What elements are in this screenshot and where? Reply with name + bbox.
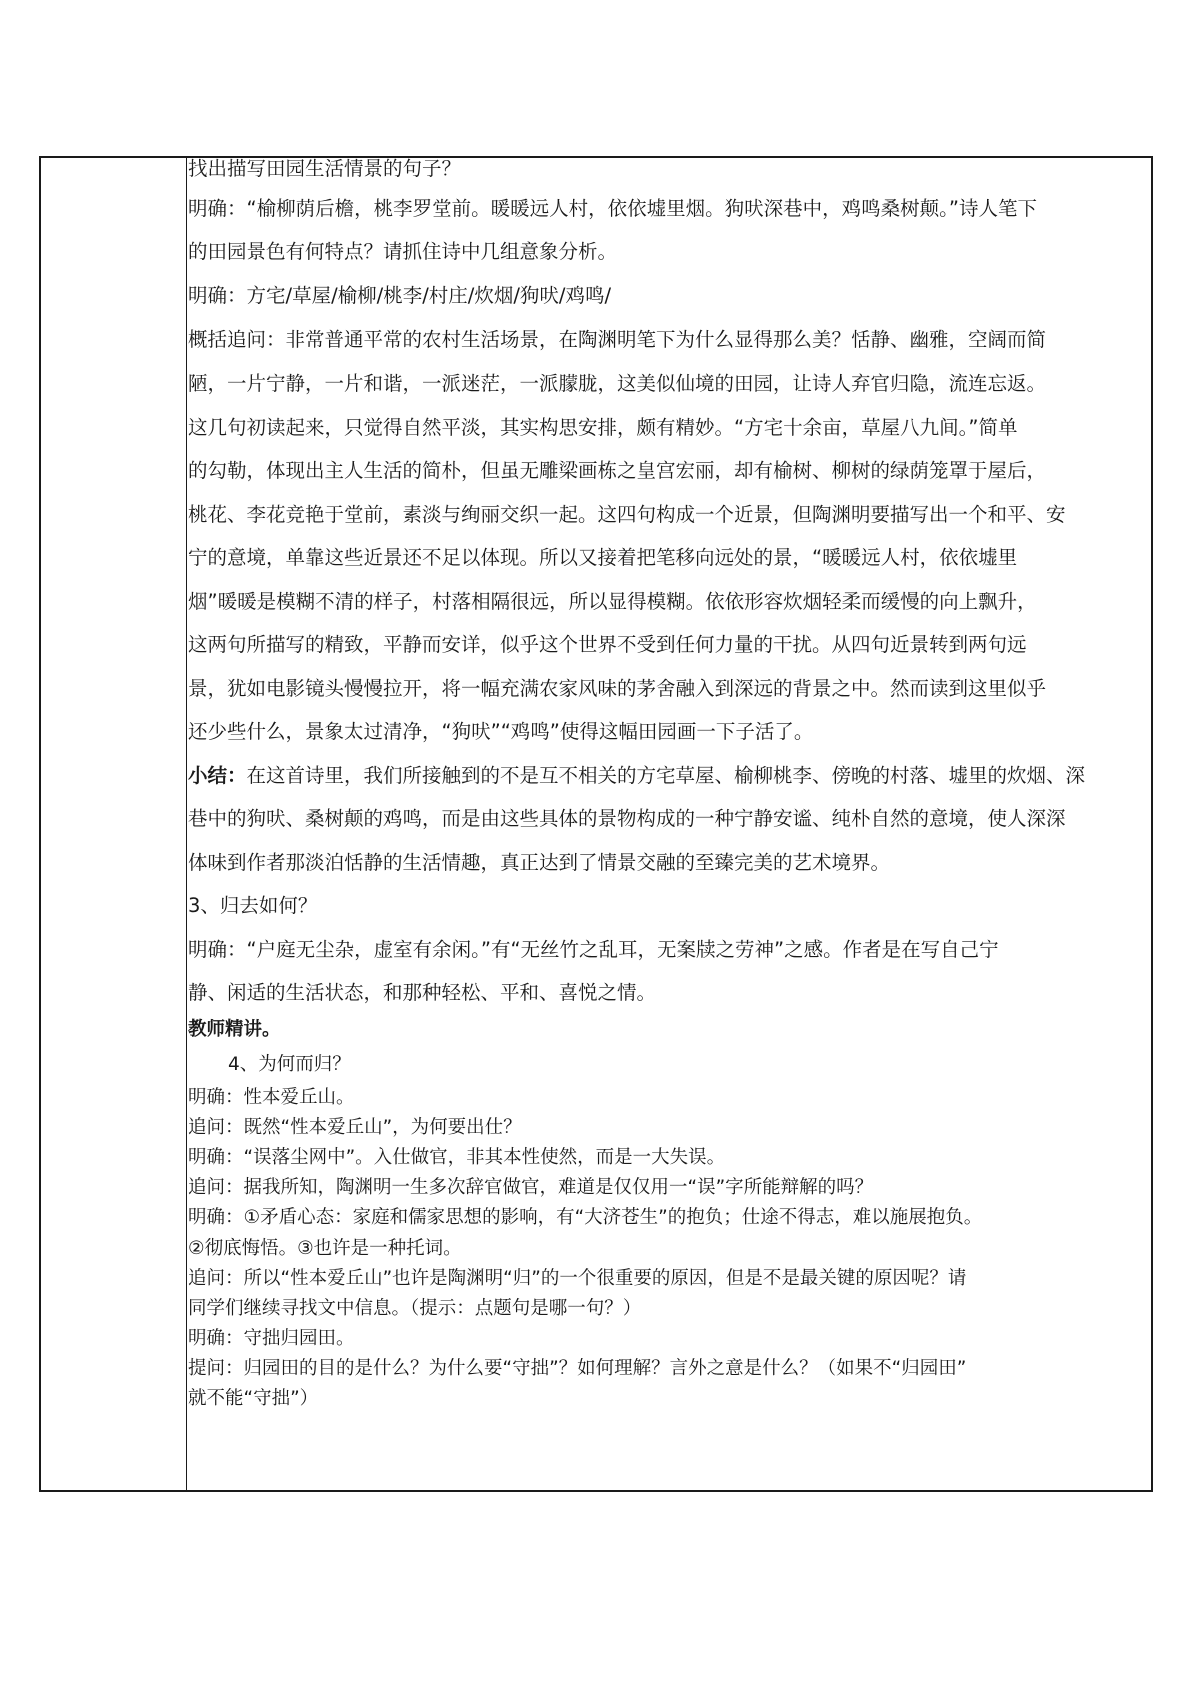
answer-4-line-2: 追问：既然“性本爱丘山”，为何要出仕？ [188, 1117, 522, 1138]
summary-text-1: 在这首诗里，我们所接触到的不是互不相关的方宅草屋、榆柳桃李、傍晚的村落、墟里的炊烟、深 [246, 764, 1086, 787]
followup-question-1: 概括追问：非常普通平常的农村生活场景，在陶渊明笔下为什么显得那么美？恬静、幽雅，空阔而简 [188, 328, 1047, 351]
answer-4-line-5: 明确：①矛盾心态：家庭和儒家思想的影响，有“大济苍生”的抱负；仕途不得志，难以施展抱负。 [188, 1207, 983, 1228]
answer-3-line-2: 静、闲适的生活状态，和那种轻松、平和、喜悦之情。 [188, 981, 657, 1004]
analysis-line-2: 的勾勒，体现出主人生活的简朴，但虽无雕梁画栋之皇宫宏丽，却有榆树、柳树的绿荫笼罩于屋后， [188, 459, 1047, 482]
answer-4-line-7: 追问：所以“性本爱丘山”也许是陶渊明“归”的一个很重要的原因，但是不是最关键的原因呢？请 [188, 1268, 967, 1289]
column-divider [186, 158, 187, 1490]
analysis-line-6: 这两句所描写的精致，平静而安详，似乎这个世界不受到任何力量的干扰。从四句近景转到两句远 [188, 633, 1027, 656]
answer-4-line-10: 提问：归园田的目的是什么？为什么要“守拙”？如何理解？言外之意是什么？（如果不“归园田” [188, 1358, 967, 1379]
lesson-table [39, 156, 1153, 1492]
analysis-line-1: 这几句初读起来，只觉得自然平淡，其实构思安排，颇有精妙。“方宅十余亩，草屋八九间。”简单 [188, 416, 1018, 439]
teacher-lecture-heading: 教师精讲。 [188, 1019, 281, 1040]
question-4: 4、为何而归？ [228, 1054, 351, 1075]
question-find-sentences: 找出描写田园生活情景的句子？ [188, 157, 462, 180]
content-cell [188, 158, 1151, 1490]
answer-poem-lines-2: 的田园景色有何特点？请抓住诗中几组意象分析。 [188, 240, 618, 263]
analysis-line-3: 桃花、李花竞艳于堂前，素淡与绚丽交织一起。这四句构成一个近景，但陶渊明要描写出一个和平、安 [188, 503, 1066, 526]
answer-4-line-8: 同学们继续寻找文中信息。（提示：点题句是哪一句？） [188, 1298, 642, 1319]
summary-label: 小结： [188, 764, 247, 787]
answer-imagery-list: 明确：方宅/草屋/榆柳/桃李/村庄/炊烟/狗吠/鸡鸣/ [188, 284, 612, 307]
analysis-line-7: 景，犹如电影镜头慢慢拉开，将一幅充满农家风味的茅舍融入到深远的背景之中。然而读到这里似乎 [188, 677, 1047, 700]
analysis-line-4: 宁的意境，单靠这些近景还不足以体现。所以又接着把笔移向远处的景，“暖暖远人村，依依墟里 [188, 546, 1018, 569]
analysis-line-8: 还少些什么，景象太过清净，“狗吠”“鸡鸣”使得这幅田园画一下子活了。 [188, 720, 814, 743]
left-column-cell [41, 158, 186, 1490]
answer-3-line-1: 明确：“户庭无尘杂，虚室有余闲。”有“无丝竹之乱耳，无案牍之劳神”之感。作者是在写自己宁 [188, 938, 999, 961]
summary-line-2: 巷中的狗吠、桑树颠的鸡鸣，而是由这些具体的景物构成的一种宁静安谧、纯朴自然的意境，使人深深 [188, 807, 1066, 830]
answer-4-line-6: ②彻底悔悟。③也许是一种托词。 [188, 1238, 462, 1259]
answer-4-line-9: 明确：守拙归园田。 [188, 1328, 355, 1349]
question-3: 3、归去如何？ [188, 894, 318, 917]
analysis-line-5: 烟”暖暖是模糊不清的样子，村落相隔很远，所以显得模糊。依依形容炊烟轻柔而缓慢的向上飘升， [188, 590, 1037, 613]
answer-4-line-3: 明确：“误落尘网中”。入仕做官，非其本性使然，而是一大失误。 [188, 1147, 726, 1168]
followup-question-2: 陋，一片宁静，一片和谐，一派迷茫，一派朦胧，这美似仙境的田园，让诗人弃官归隐，流连忘返。 [188, 372, 1047, 395]
answer-4-line-4: 追问：据我所知，陶渊明一生多次辞官做官，难道是仅仅用一“误”字所能辩解的吗？ [188, 1177, 874, 1198]
answer-poem-lines-1: 明确：“榆柳荫后檐，桃李罗堂前。暖暖远人村，依依墟里烟。狗吠深巷中，鸡鸣桑树颠。”诗人笔下 [188, 197, 1037, 220]
answer-4-line-11: 就不能“守拙”） [188, 1388, 319, 1409]
answer-4-line-1: 明确：性本爱丘山。 [188, 1087, 355, 1108]
summary-line-1 [188, 760, 1151, 788]
summary-line-3: 体味到作者那淡泊恬静的生活情趣，真正达到了情景交融的至臻完美的艺术境界。 [188, 851, 891, 874]
